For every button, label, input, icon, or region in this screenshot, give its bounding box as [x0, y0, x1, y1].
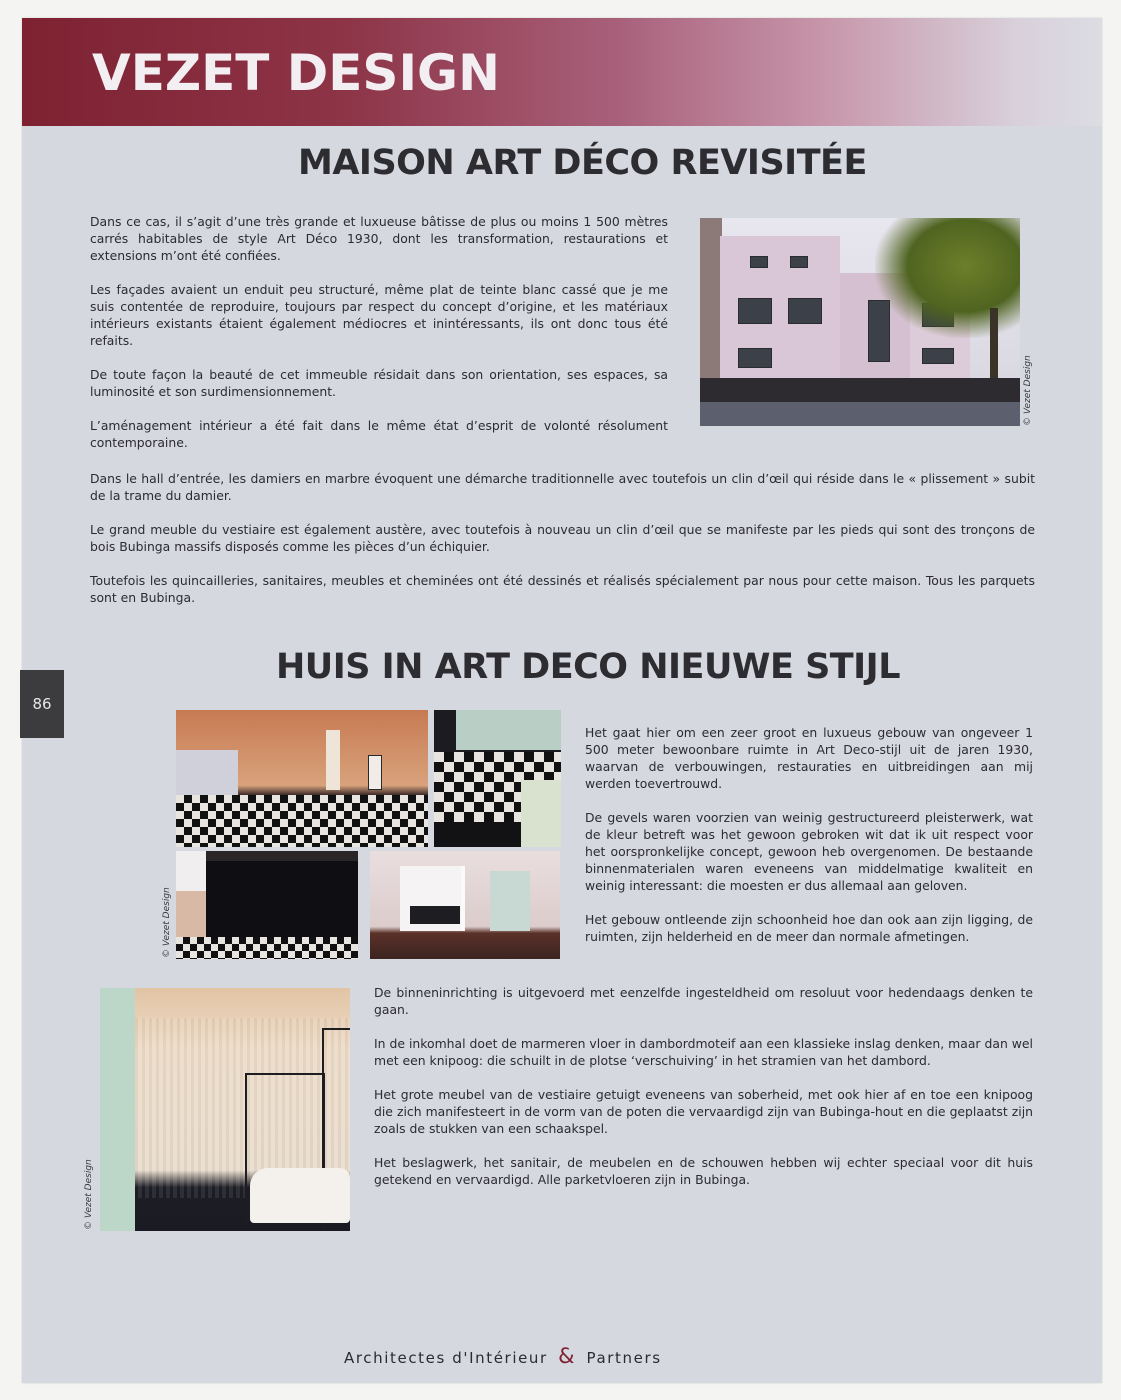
facade-photo — [700, 218, 1020, 426]
article-nl-bottom — [374, 984, 1033, 1188]
paragraph: Dans ce cas, il s’agit d’une très grande et luxueuse bâtisse de plus ou moins 1 500 mètres carrés habitables de style Art Déco 1930, dont les transformation, restaurations et extensions m’ont été confiées. — [90, 214, 668, 263]
footer-ampersand: & — [558, 1344, 577, 1368]
paragraph: De toute façon la beauté de cet immeuble résidait dans son orientation, ses espaces, sa luminosité et son surdimensionnement. — [90, 367, 668, 399]
interior-photo-wardrobe — [176, 851, 358, 959]
paragraph: Dans le hall d’entrée, les damiers en marbre évoquent une démarche traditionnelle avec toutefois un clin d’œil qui réside dans le « plissement » subit de la trame du damier. — [90, 471, 1035, 503]
bedroom-photo — [100, 988, 350, 1231]
article-fr-column — [90, 213, 668, 451]
brand-title: VEZET DESIGN — [92, 44, 500, 102]
paragraph: Toutefois les quincailleries, sanitaires, meubles et cheminées ont été dessinés et réalisés spécialement par nous pour cette maison. Tous les parquets sont en Bubinga. — [90, 573, 1035, 605]
paragraph: Het gebouw ontleende zijn schoonheid hoe dan ook aan zijn ligging, de ruimten, zijn helderheid en de meer dan normale afmetingen. — [585, 912, 1033, 944]
interior-photo-floor — [434, 710, 561, 847]
paragraph: Het grote meubel van de vestiaire getuigt eveneens van soberheid, met ook hier af en toe een knipoog die zich manifesteert in de vorm van de poten die vervaardigd zijn van Bubinga-hout en die geplaatst zijn zoals de stukken van een schaakspel. — [374, 1087, 1033, 1136]
interior-photo-hall — [176, 710, 428, 847]
interior-photo-rooms — [370, 851, 560, 959]
section-title-fr: MAISON ART DÉCO REVISITÉE — [298, 143, 867, 183]
paragraph: L’aménagement intérieur a été fait dans le même état d’esprit de volonté résolument contemporaine. — [90, 418, 668, 450]
paragraph: Het gaat hier om een zeer groot en luxueus gebouw van ongeveer 1 500 meter bewoonbare ruimte in Art Deco-stijl uit de jaren 1930, waarvan de verbouwingen, restauraties en uitbreidingen aan mij werden toevertrouwd. — [585, 725, 1033, 791]
photo-credit: © Vezet Design — [1023, 355, 1033, 426]
footer-left: Architectes d'Intérieur — [344, 1349, 548, 1367]
paragraph: De gevels waren voorzien van weinig gestructureerd pleisterwerk, wat de kleur betreft was het gewoon gebroken wit dat ik uit respect voor het oorspronkelijke concept, gewoon heb overgenomen. De bestaande binnenmaterialen waren eveneens van middelmatige kwaliteit en weinig interessant: die moesten er dus allemaal aan geloven. — [585, 810, 1033, 893]
page-number: 86 — [20, 670, 64, 738]
paragraph: In de inkomhal doet de marmeren vloer in dambordmoteif aan een klassieke inslag denken, maar dan wel met een knipoog: die schuilt in de plotse ‘verschuiving’ in het stramien van het dambord. — [374, 1036, 1033, 1068]
footer-right: Partners — [586, 1349, 662, 1367]
article-fr-full — [90, 470, 1035, 606]
photo-credit: © Vezet Design — [162, 887, 172, 958]
paragraph: Le grand meuble du vestiaire est également austère, avec toutefois à nouveau un clin d’œil que se manifeste par les pieds qui sont des tronçons de bois Bubinga massifs disposés comme les pièces d’un échiquier. — [90, 522, 1035, 554]
header-band — [22, 18, 1102, 126]
paragraph: Het beslagwerk, het sanitair, de meubelen en de schouwen hebben wij echter speciaal voor dit huis getekend en vervaardigd. Alle parketvloeren zijn in Bubinga. — [374, 1155, 1033, 1187]
footer-publication — [344, 1344, 662, 1368]
article-nl-right — [585, 724, 1033, 945]
paragraph: De binneninrichting is uitgevoerd met eenzelfde ingesteldheid om resoluut voor hedendaags denken te gaan. — [374, 985, 1033, 1017]
photo-credit: © Vezet Design — [84, 1159, 94, 1230]
magazine-page — [22, 18, 1102, 1383]
paragraph: Les façades avaient un enduit peu structuré, même plat de teinte blanc cassé que je me suis contentée de reproduire, toujours par respect du concept d’origine, et les matériaux intérieurs existants étaient également médiocres et inintéressants, ils ont donc tous été refaits. — [90, 282, 668, 348]
section-title-nl: HUIS IN ART DECO NIEUWE STIJL — [276, 647, 901, 687]
